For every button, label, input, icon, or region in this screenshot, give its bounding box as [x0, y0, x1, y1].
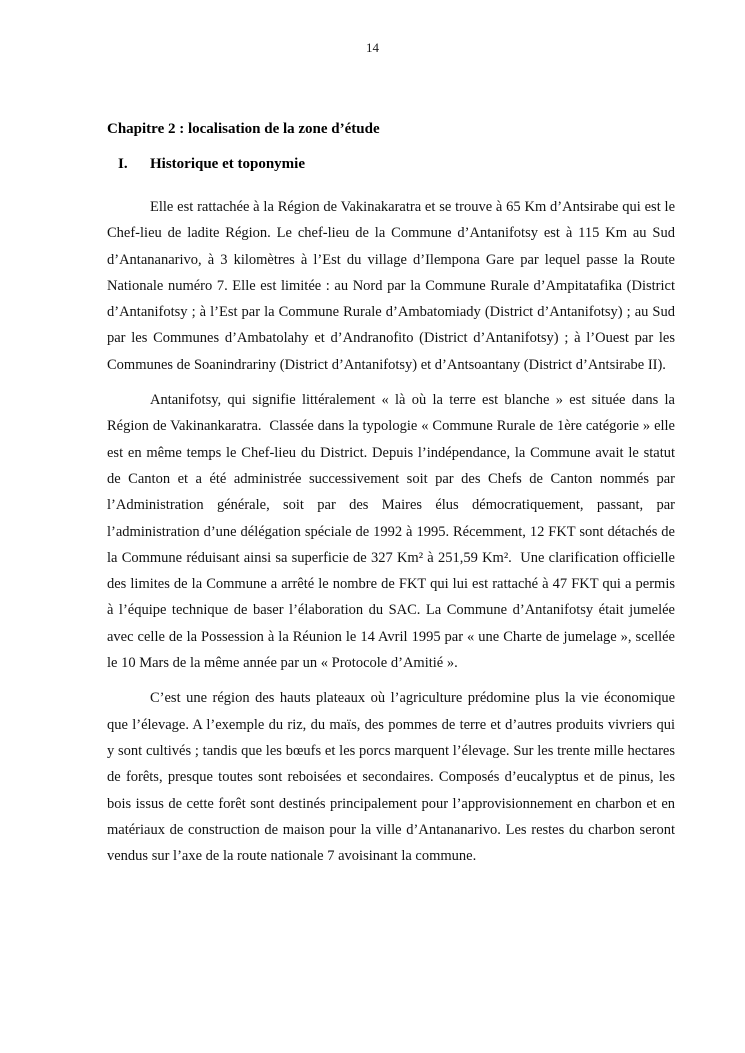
page-number: 14: [366, 40, 379, 55]
chapter-heading: Chapitre 2 : localisation de la zone d’étude: [107, 121, 380, 137]
paragraph-economy: C’est une région des hauts plateaux où l’agriculture prédomine plus la vie économique que l’élevage. A l’exemple du riz, du maïs, des pommes de terre et d’autres produits vivriers qui y sont cultivés ; tandis que les bœufs et les porcs marquent l’élevage. Sur les trente mille hectares de forêts, presque toutes sont reboisées et secondaires. Composés d’eucalyptus et de pinus, les bois issus de cette forêt sont destinés principalement pour l’approvisionnement en charbon et en matériaux de construction de maison pour la ville d’Antananarivo. Les restes du charbon seront vendus sur l’axe de la route nationale 7 avoisinant la commune.: [107, 690, 675, 865]
body-text: [107, 194, 675, 869]
paragraph-location: Elle est rattachée à la Région de Vakinakaratra et se trouve à 65 Km d’Antsirabe qui est le Chef-lieu de ladite Région. Le chef-lieu de la Commune d’Antanifotsy est à 115 Km au Sud d’Antananarivo, à 3 kilomètres à l’Est du village d’Ilempona Gare par lequel passe la Route Nationale numéro 7. Elle est limitée : au Nord par la Commune Rurale d’Ampitatafika (District d’Antanifotsy ; à l’Est par la Commune Rurale d’Ambatomiady (District d’Antanifotsy) ; au Sud par les Communes d’Ambatolahy et d’Andranofito (District d’Antanifotsy) ; à l’Ouest par les Communes de Soanindrariny (District d’Antanifotsy) et d’Antsoantany (District d’Antsirabe II).: [107, 199, 675, 373]
paragraph-history: Antanifotsy, qui signifie littéralement « là où la terre est blanche » est située dans la Région de Vakinankaratra. Classée dans la typologie « Commune Rurale de 1ère catégorie » elle est en même temps le Chef-lieu du District. Depuis l’indépendance, la Commune avait le statut de Canton et a été administrée successivement soit par des Chefs de Canton nommés par l’Administration générale, soit par des Maires élus démocratiquement, passant, par l’administration d’une délégation spéciale de 1992 à 1995. Récemment, 12 FKT sont détachés de la Commune réduisant ainsi sa superficie de 327 Km² à 251,59 Km². Une clarification officielle des limites de la Commune a arrêté le nombre de FKT qui lui est rattaché à 47 FKT qui a permis à l’équipe technique de baser l’élaboration du SAC. La Commune d’Antanifotsy était jumelée avec celle de la Possession à la Réunion le 14 Avril 1995 par « une Charte de jumelage », scellée le 10 Mars de la même année par un « Protocole d’Amitié ».: [107, 392, 675, 672]
section-title: Historique et toponymie: [150, 156, 305, 172]
section-numeral: I.: [118, 156, 128, 172]
section-heading: [107, 155, 675, 174]
